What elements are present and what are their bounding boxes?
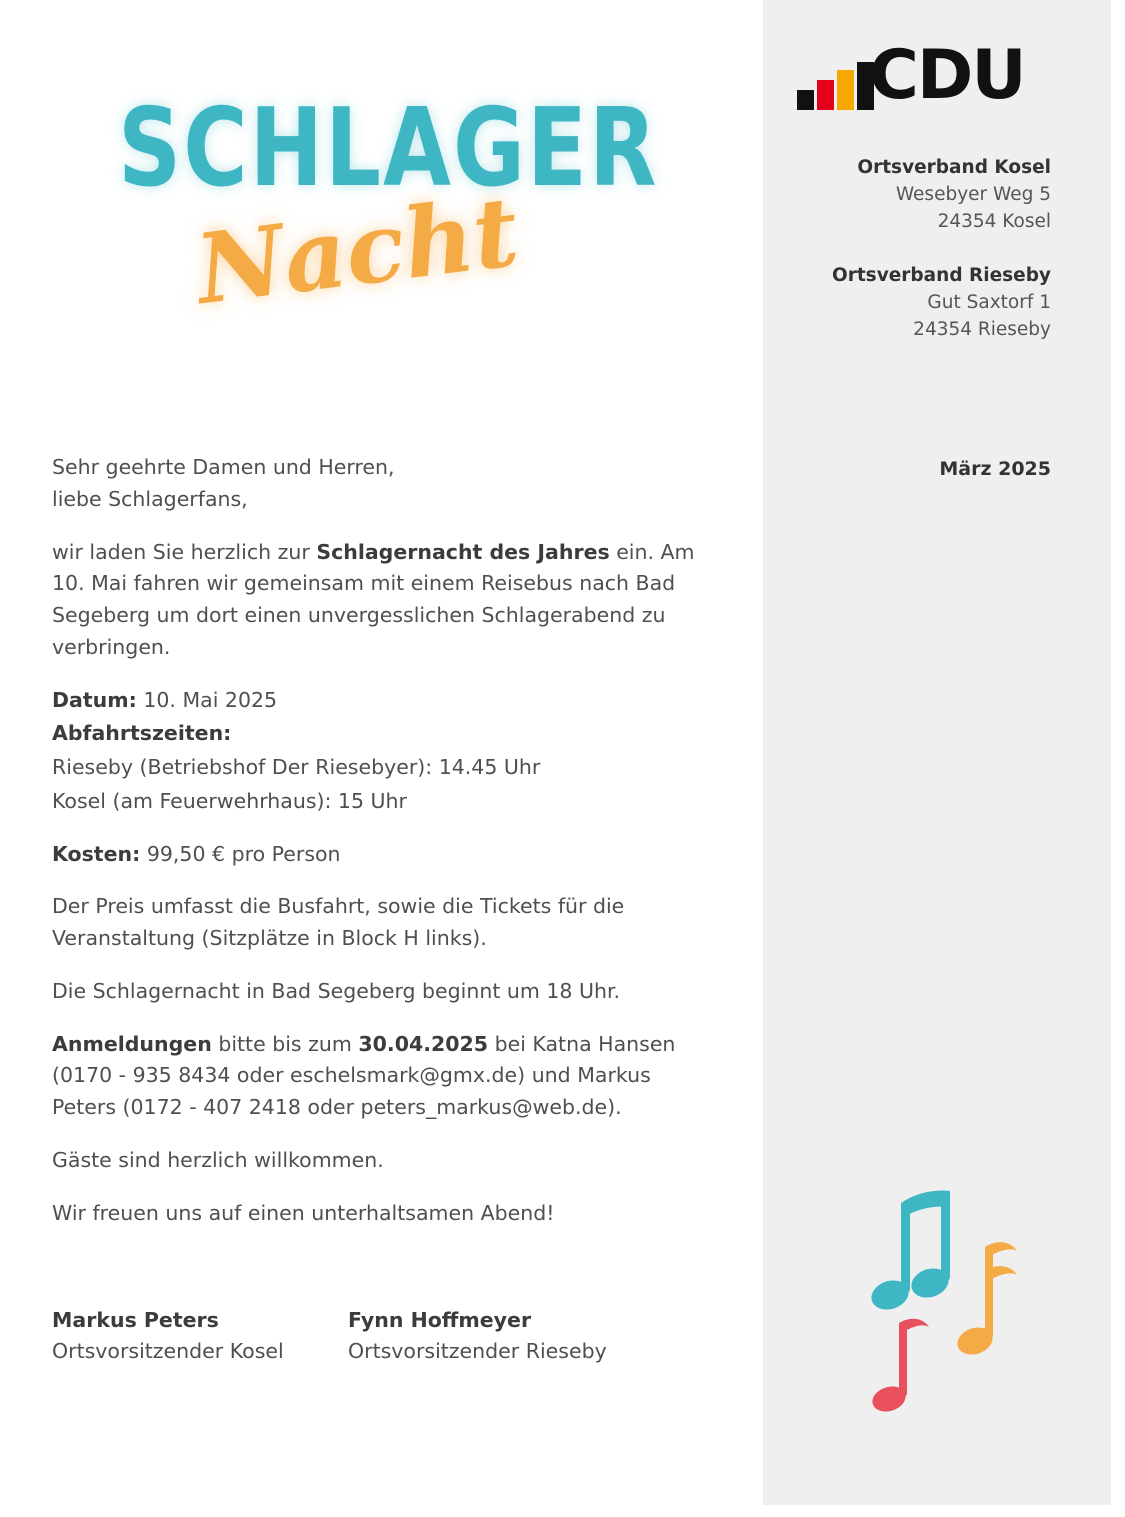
signature-role: Ortsvorsitzender Rieseby (348, 1338, 607, 1363)
signature-rieseby (348, 1305, 644, 1367)
registration-deadline: 30.04.2025 (358, 1031, 489, 1056)
intro-part-2: ein. Am 10. Mai fahren wir gemeinsam mit einem Reisebus nach Bad Segeberg um dort einen unvergesslichen Schlagerabend zu verbringen. (52, 539, 695, 659)
departure-label-row (52, 718, 712, 750)
salutation-line-2: liebe Schlagerfans, (52, 486, 248, 511)
letter-text (52, 452, 712, 1251)
cost-row (52, 839, 712, 871)
cdu-wordmark: CDU (869, 36, 1025, 115)
address-city: 24354 Kosel (937, 210, 1051, 232)
signature-name: Fynn Hoffmeyer (348, 1308, 532, 1332)
address-street: Wesebyer Weg 5 (895, 183, 1051, 205)
departure-kosel: Kosel (am Feuerwehrhaus): 15 Uhr (52, 788, 407, 813)
cdu-logo (797, 36, 1077, 120)
registration-contacts: bei Katna Hansen (0170 - 935 8434 oder eschelsmark@gmx.de) und Markus Peters (0172 - 407 2418 oder peters_markus@web.de). (52, 1031, 676, 1120)
address-title: Ortsverband Kosel (857, 157, 1051, 178)
intro-highlight: Schlagernacht des Jahres (316, 539, 610, 564)
cost-value: 99,50 € pro Person (140, 841, 341, 866)
registration-mid: bitte bis zum (211, 1031, 359, 1056)
salutation-line-1: Sehr geehrte Damen und Herren, (52, 455, 395, 479)
letter-sidebar (763, 0, 1111, 1505)
salutation (52, 452, 712, 516)
logo-word-schlager: SCHLAGER (118, 86, 659, 212)
date-row (52, 685, 712, 717)
signature-role: Ortsvorsitzender Kosel (52, 1338, 284, 1363)
letter-date: März 2025 (939, 458, 1051, 480)
registration-paragraph (52, 1029, 712, 1124)
cost-label: Kosten: (52, 841, 141, 866)
signature-kosel (52, 1305, 348, 1367)
address-city: 24354 Rieseby (913, 318, 1051, 340)
registration-label: Anmeldungen (52, 1031, 212, 1056)
cdu-bar-1 (797, 90, 814, 110)
address-kosel (857, 155, 1051, 235)
signature-block (52, 1305, 712, 1367)
departure-label: Abfahrtszeiten: (52, 721, 232, 746)
page-right-margin (1111, 0, 1125, 1517)
address-street: Gut Saxtorf 1 (927, 291, 1051, 313)
date-label: Datum: (52, 687, 137, 712)
teal-note-icon (868, 1191, 953, 1315)
logo-word-nacht: Nacht (190, 174, 525, 327)
address-rieseby (832, 263, 1051, 343)
cdu-bars-icon (797, 62, 875, 110)
departure-rieseby: Rieseby (Betriebshof Der Riesebyer): 14.45 Uhr (52, 755, 541, 780)
closing-note: Wir freuen uns auf einen unterhaltsamen Abend! (52, 1200, 555, 1225)
address-title: Ortsverband Rieseby (831, 265, 1051, 286)
music-notes-decoration (853, 1185, 1053, 1425)
date-value: 10. Mai 2025 (136, 687, 278, 712)
intro-paragraph (52, 537, 712, 664)
cdu-bar-2 (817, 80, 834, 110)
start-time-info: Die Schlagernacht in Bad Segeberg beginnt um 18 Uhr. (52, 978, 621, 1003)
intro-part-1: wir laden Sie herzlich zur (52, 539, 317, 564)
page-bottom-margin (0, 1505, 1125, 1517)
schlagernacht-logo (118, 86, 678, 375)
orange-note-icon (954, 1242, 1017, 1359)
price-details: Der Preis umfasst die Busfahrt, sowie die Tickets für die Veranstaltung (Sitzplätze in Block H links). (52, 894, 625, 951)
cdu-bar-3 (837, 70, 854, 110)
guests-note: Gäste sind herzlich willkommen. (52, 1148, 384, 1173)
red-note-icon (869, 1319, 929, 1416)
signature-name: Markus Peters (52, 1308, 219, 1332)
